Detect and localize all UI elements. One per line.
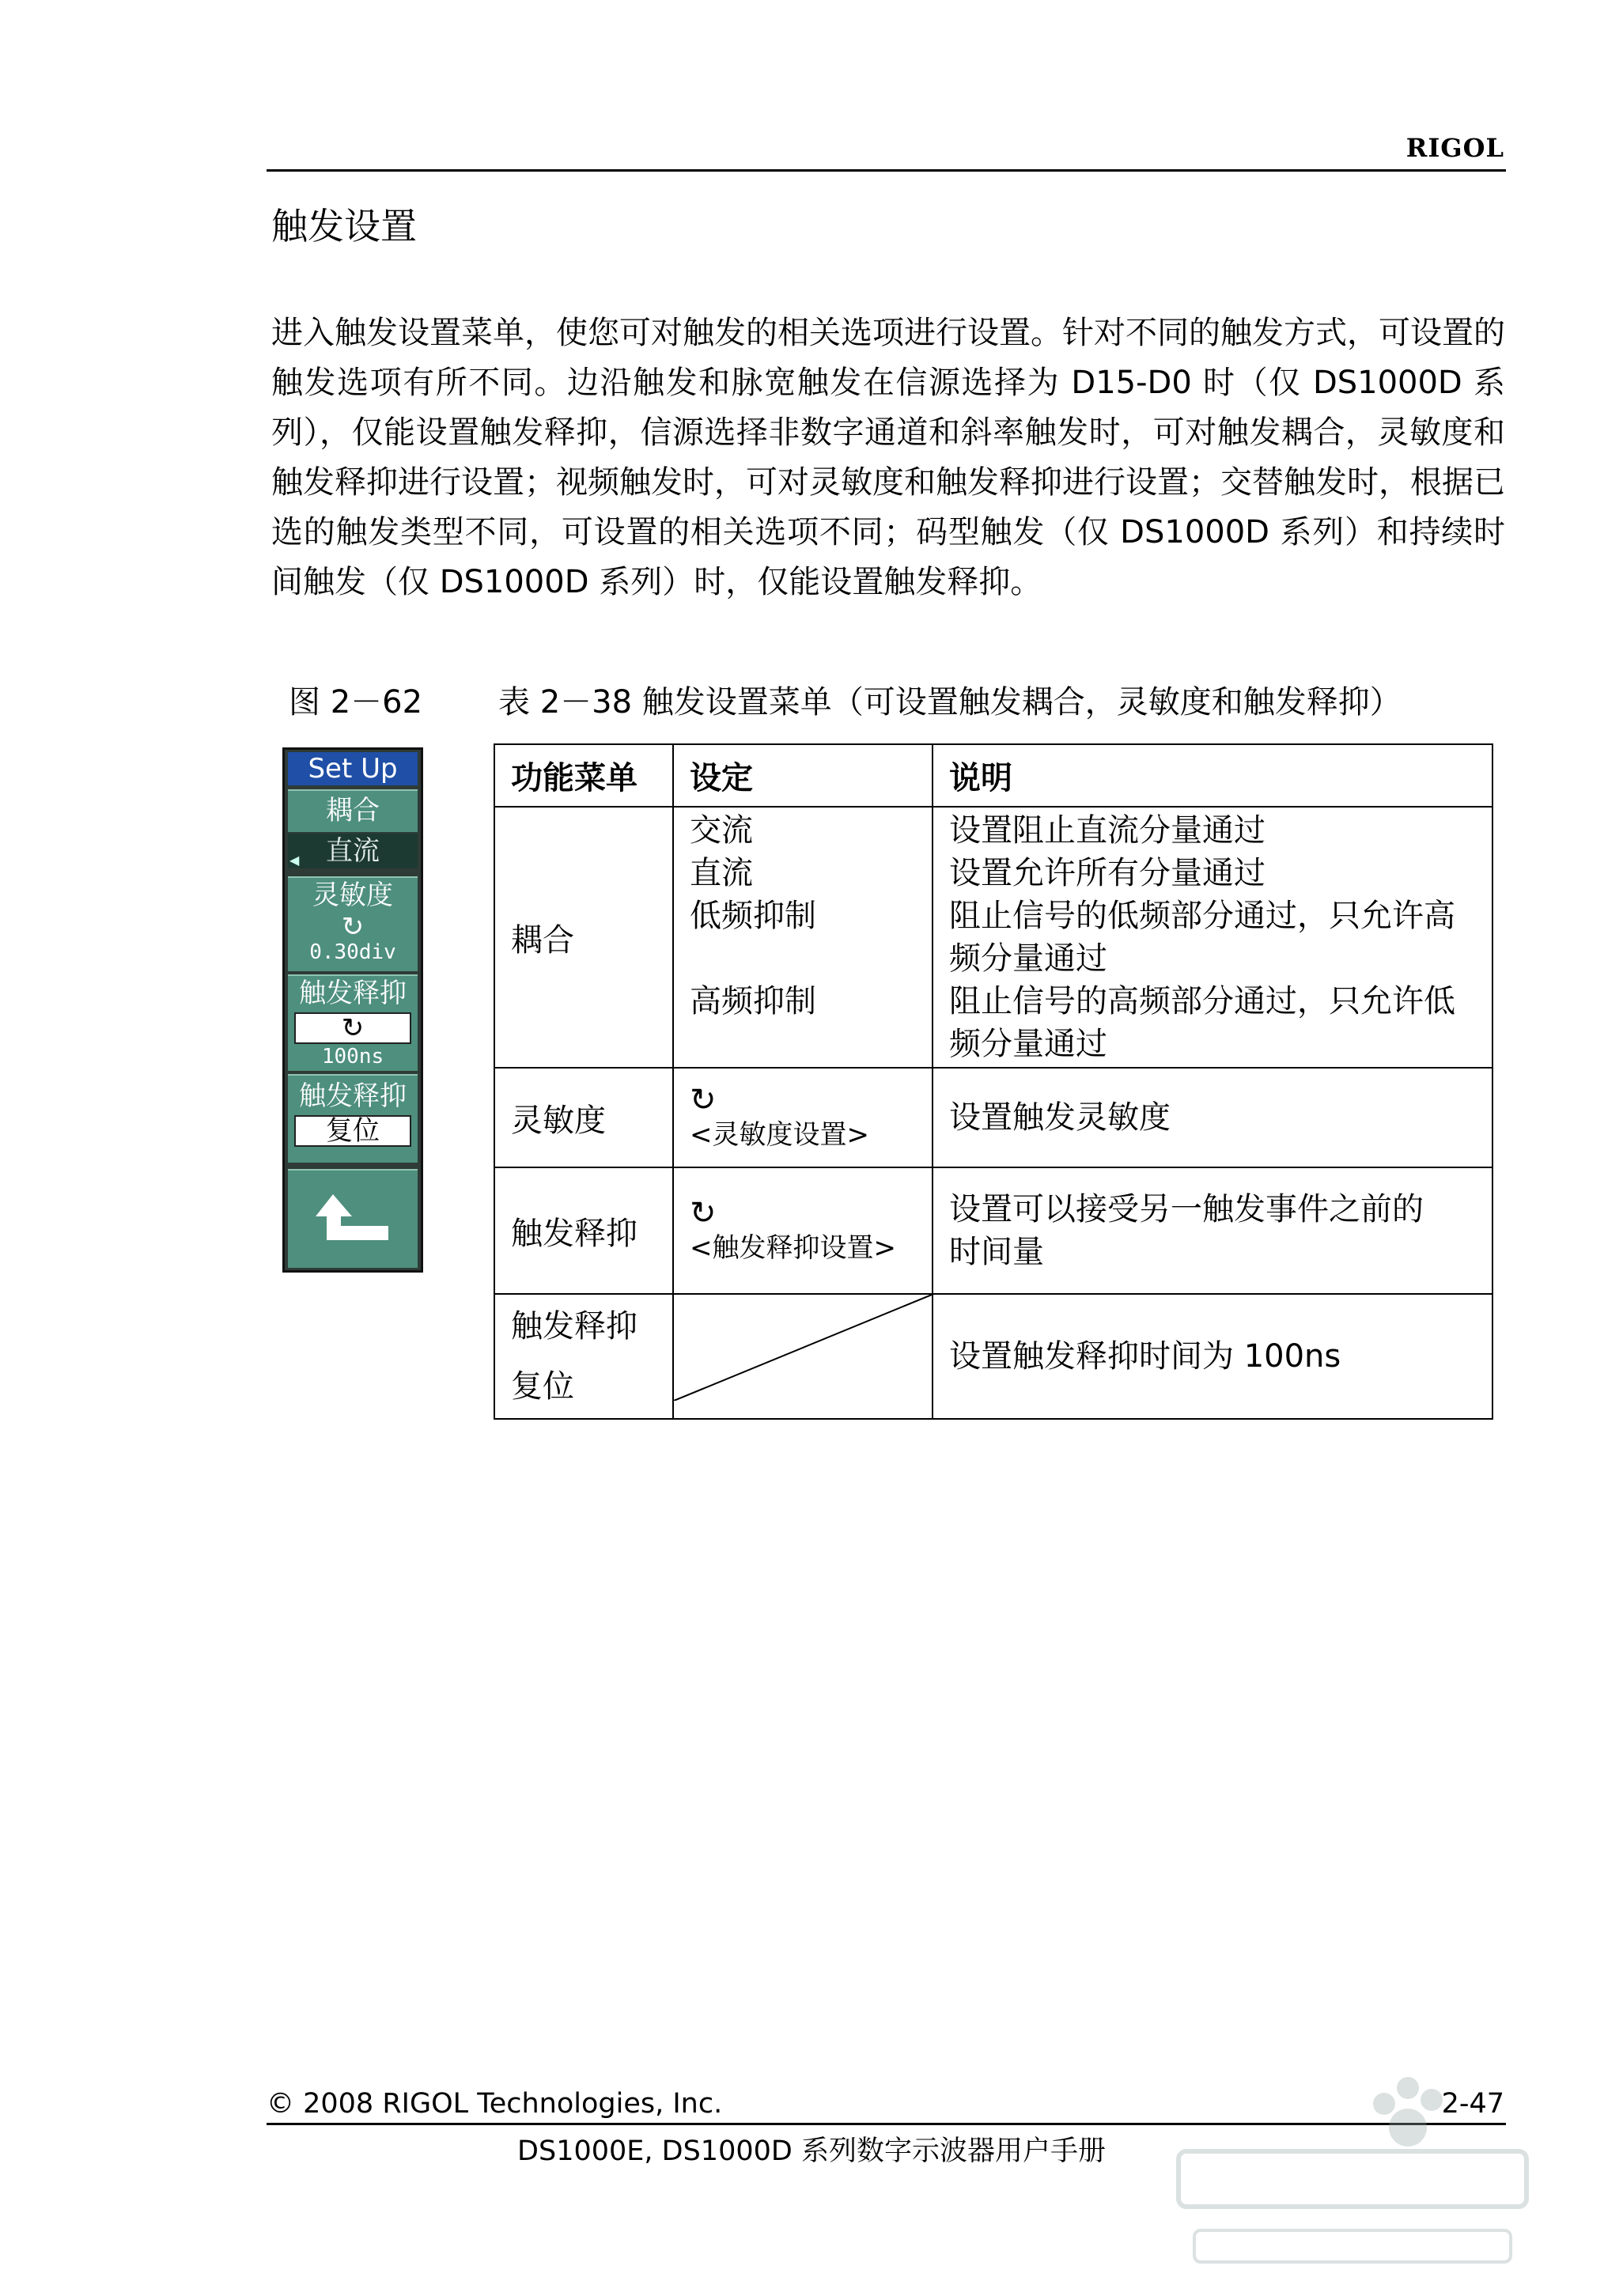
menu-cell: 触发释抑: [494, 1167, 673, 1294]
description-line: 时间量: [949, 1234, 1044, 1270]
description-cell: [933, 1294, 1492, 1419]
sensitivity-value: 0.30div: [309, 940, 396, 964]
setting-cell: [673, 1167, 933, 1294]
setting-hf-reject: 高频抑制: [690, 983, 816, 1019]
knob-rotate-icon: ↻: [341, 911, 365, 943]
holdoff-reset-label: 触发释抑: [299, 1080, 407, 1112]
coupling-value: [288, 834, 418, 868]
holdoff-value: 100ns: [321, 1045, 384, 1069]
sensitivity-button[interactable]: [288, 876, 418, 971]
holdoff-reset-value: 复位: [294, 1115, 411, 1147]
trigger-setup-panel: [282, 747, 423, 1273]
description-cell: [933, 1068, 1492, 1167]
table-caption: 表 2－38 触发设置菜单（可设置触发耦合，灵敏度和触发释抑）: [498, 684, 1402, 721]
table-row: [494, 1068, 1492, 1167]
brand-logo: RIGOL: [1405, 133, 1504, 163]
intro-paragraph: 进入触发设置菜单，使您可对触发的相关选项进行设置。针对不同的触发方式，可设置的触发选项有所不同。边沿触发和脉宽触发在信源选择为 D15-D0 时（仅 DS1000D 系列），仅能设置触发释抑，信源选择非数字通道和斜率触发时，可对触发耦合，灵敏度和触发释抑进行设置；视频触发时，可对灵敏度和触发释抑进行设置；交替触发时，根据已选的触发类型不同，可设置的相关选项不同；码型触发（仅 DS1000D 系列）和持续时间触发（仅 DS1000D 系列）时，仅能设置触发释抑。: [271, 315, 1505, 600]
menu-line: 复位: [511, 1368, 574, 1405]
table-row: [494, 1294, 1492, 1419]
setting-lf-reject: 低频抑制: [690, 898, 816, 934]
setting-text: <触发释抑设置>: [690, 1232, 896, 1264]
diagonal-line: [674, 1295, 932, 1401]
return-arrow-icon: [309, 1188, 396, 1251]
description-line: 设置触发灵敏度: [949, 1099, 1171, 1136]
footer-manual-title: DS1000E, DS1000D 系列数字示波器用户手册: [517, 2135, 1106, 2167]
knob-rotate-icon: ↻: [690, 1082, 717, 1118]
setting-text: <灵敏度设置>: [690, 1119, 869, 1151]
holdoff-button[interactable]: [288, 974, 418, 1071]
menu-cell: 灵敏度: [494, 1068, 673, 1167]
description-line: 设置阻止直流分量通过: [949, 812, 1265, 849]
holdoff-reset-button[interactable]: [288, 1074, 418, 1163]
description-cell: [933, 1167, 1492, 1294]
setting-cell: [673, 807, 933, 1068]
header-setting: 设定: [673, 744, 933, 807]
figure-caption: 图 2－62: [289, 684, 423, 721]
description-line: 设置允许所有分量通过: [949, 855, 1265, 891]
setting-spacer: [690, 937, 916, 980]
table-row: [494, 1167, 1492, 1294]
header-menu: 功能菜单: [494, 744, 673, 807]
description-line: 频分量通过: [949, 1026, 1107, 1062]
description-line: 设置触发释抑时间为 100ns: [949, 1338, 1341, 1375]
trigger-setup-table: [494, 743, 1493, 1420]
description-line: 阻止信号的高频部分通过，只允许低: [949, 983, 1455, 1019]
left-triangle-icon: ◀: [289, 853, 300, 868]
coupling-label: 耦合: [326, 795, 380, 826]
table-row: [494, 807, 1492, 1068]
menu-cell: 耦合: [494, 807, 673, 1068]
footer-copyright: © 2008 RIGOL Technologies, Inc.: [267, 2088, 723, 2120]
description-line: 设置可以接受另一触发事件之前的: [949, 1191, 1424, 1227]
table-header-row: [494, 744, 1492, 807]
header-description: 说明: [933, 744, 1492, 807]
description-line: 频分量通过: [949, 940, 1107, 977]
baidu-watermark-logo: [1147, 2056, 1542, 2294]
knob-rotate-icon: ↻: [294, 1012, 411, 1044]
menu-line: 触发释抑: [511, 1308, 637, 1345]
knob-rotate-icon: ↻: [690, 1195, 717, 1231]
panel-title: Set Up: [288, 752, 418, 785]
sensitivity-label: 灵敏度: [312, 879, 393, 911]
header-rule: [267, 169, 1506, 172]
setting-cell: [673, 1068, 933, 1167]
return-button[interactable]: [288, 1169, 418, 1268]
coupling-value-text: 直流: [326, 835, 380, 867]
description-cell: [933, 807, 1492, 1068]
holdoff-label: 触发释抑: [299, 978, 407, 1009]
setting-cell-empty: [673, 1294, 933, 1419]
footer-page-number: 2-47: [1441, 2088, 1504, 2120]
description-line: 阻止信号的低频部分通过，只允许高: [949, 898, 1455, 934]
coupling-button[interactable]: [288, 789, 418, 832]
menu-cell: [494, 1294, 673, 1419]
setting-spacer: [690, 1023, 916, 1065]
setting-ac: 交流: [690, 812, 753, 849]
section-title: 触发设置: [271, 205, 417, 248]
setting-dc: 直流: [690, 855, 753, 891]
